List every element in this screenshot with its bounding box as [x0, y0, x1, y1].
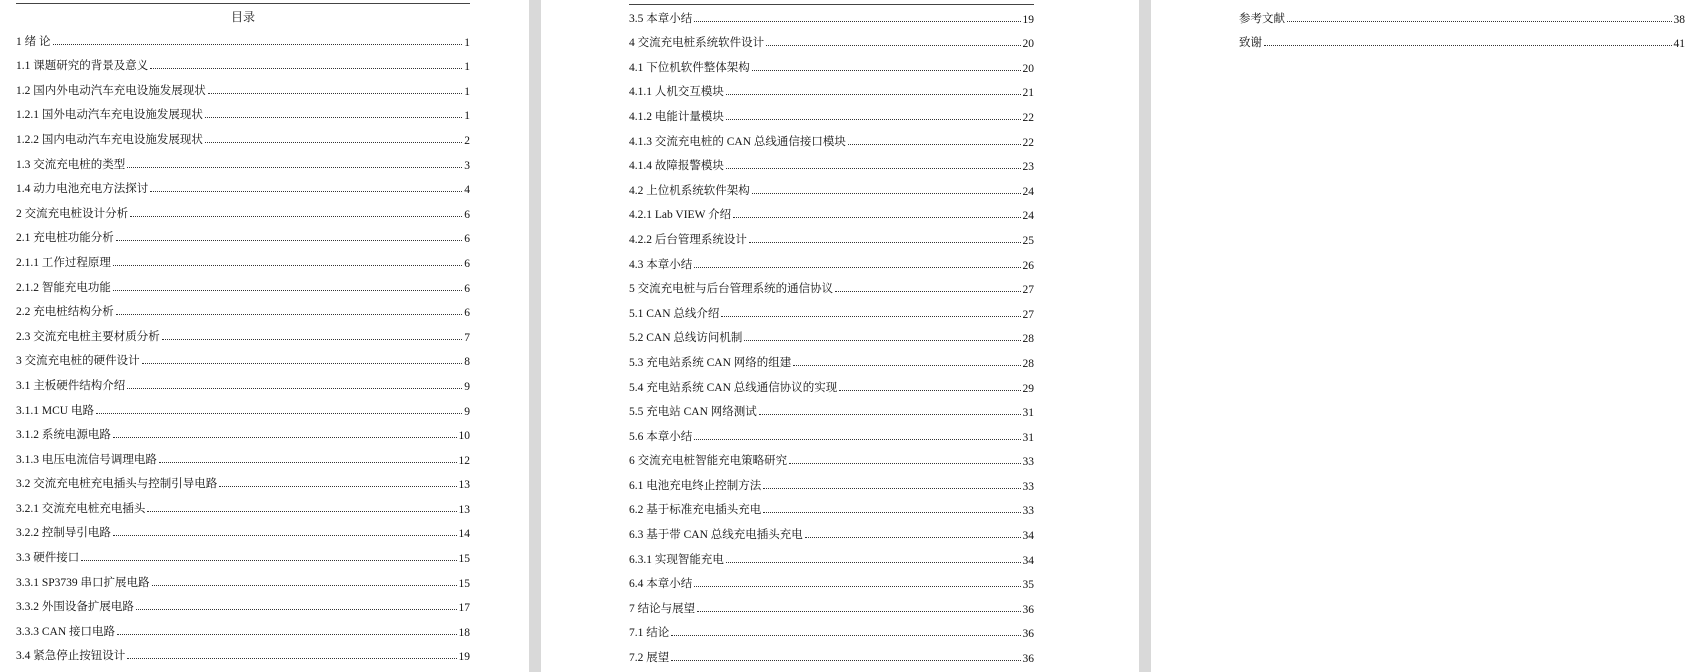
toc-entry[interactable] — [16, 344, 470, 369]
toc-entry-page-number: 12 — [458, 454, 470, 467]
toc-entry-page-number: 33 — [1022, 505, 1034, 518]
dot-leader — [113, 437, 457, 438]
toc-list-page-1 — [16, 24, 470, 663]
toc-entry-page-number: 25 — [1022, 234, 1034, 247]
dot-leader — [694, 21, 1020, 22]
toc-entry-page-number: 14 — [458, 528, 470, 541]
toc-entry[interactable] — [629, 567, 1034, 592]
toc-entry-page-number: 19 — [458, 651, 470, 664]
toc-entry[interactable] — [629, 616, 1034, 641]
dot-leader — [848, 144, 1021, 145]
dot-leader — [839, 390, 1020, 391]
toc-entry-label: 4.2 上位机系统软件架构 — [629, 184, 750, 197]
toc-entry-label: 6.4 本章小结 — [629, 578, 693, 591]
toc-entry-page-number: 6 — [464, 208, 470, 221]
toc-entry[interactable] — [1239, 26, 1685, 51]
toc-entry[interactable] — [16, 319, 470, 344]
toc-entry-label: 5 交流充电桩与后台管理系统的通信协议 — [629, 283, 834, 296]
toc-entry-label: 1.1 课题研究的背景及意义 — [16, 60, 149, 73]
toc-entry-label: 5.4 充电站系统 CAN 总线通信协议的实现 — [629, 381, 838, 394]
dot-leader — [763, 488, 1020, 489]
dot-leader — [789, 463, 1020, 464]
toc-entry[interactable] — [629, 26, 1034, 51]
toc-entry[interactable] — [629, 493, 1034, 518]
toc-entry-page-number: 6 — [464, 233, 470, 246]
dot-leader — [793, 365, 1020, 366]
toc-entry-label: 2.1.1 工作过程原理 — [16, 256, 111, 269]
dot-leader — [759, 414, 1021, 415]
toc-entry-page-number: 29 — [1022, 382, 1034, 395]
toc-entry-page-number: 17 — [458, 602, 470, 615]
dot-leader — [96, 413, 462, 414]
dot-leader — [726, 562, 1021, 563]
toc-entry[interactable] — [16, 639, 470, 664]
toc-entry-page-number: 8 — [464, 356, 470, 369]
toc-entry-page-number: 18 — [458, 626, 470, 639]
toc-entry-label: 6.3 基于带 CAN 总线充电插头充电 — [629, 529, 803, 542]
dot-leader — [763, 512, 1020, 513]
toc-entry-label: 4.1.2 电能计量模块 — [629, 110, 724, 123]
dot-leader — [205, 142, 462, 143]
toc-entry-page-number: 6 — [464, 307, 470, 320]
toc-entry-page-number: 1 — [464, 85, 470, 98]
toc-entry[interactable] — [16, 24, 470, 49]
toc-entry-page-number: 19 — [1022, 13, 1034, 26]
toc-entry-label: 1.2.1 国外电动汽车充电设施发展现状 — [16, 109, 203, 122]
dot-leader — [697, 611, 1020, 612]
toc-entry-label: 1.2 国内外电动汽车充电设施发展现状 — [16, 84, 206, 97]
toc-entry-page-number: 6 — [464, 282, 470, 295]
toc-entry-page-number: 3 — [464, 159, 470, 172]
toc-entry-page-number: 36 — [1022, 653, 1034, 666]
toc-title: 目录 — [16, 3, 470, 25]
toc-entry-label: 2 交流充电桩设计分析 — [16, 207, 129, 220]
toc-entry[interactable] — [16, 73, 470, 98]
dot-leader — [147, 511, 456, 512]
toc-entry-page-number: 1 — [464, 36, 470, 49]
dot-leader — [205, 117, 462, 118]
dot-leader — [130, 216, 462, 217]
dot-leader — [116, 240, 463, 241]
toc-entry[interactable] — [629, 296, 1034, 321]
toc-entry-page-number: 38 — [1673, 13, 1685, 26]
toc-entry-label: 3.3.1 SP3739 串口扩展电路 — [16, 576, 150, 589]
toc-entry-label: 5.6 本章小结 — [629, 430, 693, 443]
dot-leader — [142, 363, 463, 364]
toc-list-page-2 — [629, 1, 1034, 665]
dot-leader — [1264, 45, 1672, 46]
toc-entry-page-number: 31 — [1022, 431, 1034, 444]
toc-entry-label: 3.2 交流充电桩充电插头与控制引导电路 — [16, 478, 218, 491]
dot-leader — [208, 93, 463, 94]
toc-entry[interactable] — [629, 370, 1034, 395]
toc-entry-label: 3.1.2 系统电源电路 — [16, 429, 111, 442]
dot-leader — [733, 217, 1020, 218]
toc-entry-label: 6.1 电池充电终止控制方法 — [629, 479, 762, 492]
toc-entry-label: 7.1 结论 — [629, 627, 670, 640]
dot-leader — [219, 486, 456, 487]
toc-entry-page-number: 7 — [464, 331, 470, 344]
toc-entry[interactable] — [629, 517, 1034, 542]
toc-entry[interactable] — [629, 272, 1034, 297]
toc-entry-label: 2.1 充电桩功能分析 — [16, 232, 114, 245]
toc-entry[interactable] — [629, 542, 1034, 567]
dot-leader — [694, 267, 1020, 268]
toc-entry[interactable] — [629, 50, 1034, 75]
dot-leader — [752, 70, 1021, 71]
toc-entry[interactable] — [16, 368, 470, 393]
dot-leader — [1287, 21, 1672, 22]
toc-entry-page-number: 20 — [1022, 38, 1034, 51]
toc-entry[interactable] — [16, 270, 470, 295]
toc-entry-label: 3 交流充电桩的硬件设计 — [16, 355, 140, 368]
toc-entry[interactable] — [16, 516, 470, 541]
dot-leader — [805, 537, 1021, 538]
toc-entry[interactable] — [16, 590, 470, 615]
dot-leader — [150, 191, 462, 192]
toc-entry-page-number: 35 — [1022, 579, 1034, 592]
toc-entry-page-number: 33 — [1022, 456, 1034, 469]
toc-entry[interactable] — [629, 1, 1034, 26]
toc-entry-page-number: 28 — [1022, 357, 1034, 370]
toc-entry-label: 3.3.2 外围设备扩展电路 — [16, 601, 134, 614]
toc-entry[interactable] — [16, 540, 470, 565]
toc-entry[interactable] — [16, 442, 470, 467]
toc-entry-label: 参考文献 — [1239, 12, 1285, 25]
toc-list-page-3 — [1239, 1, 1685, 50]
dot-leader — [694, 586, 1020, 587]
toc-entry-label: 1.2.2 国内电动汽车充电设施发展现状 — [16, 133, 203, 146]
toc-entry-page-number: 15 — [458, 577, 470, 590]
document-page-1 — [0, 0, 529, 672]
toc-entry-label: 6.3.1 实现智能充电 — [629, 553, 724, 566]
toc-entry-page-number: 15 — [458, 553, 470, 566]
toc-entry-page-number: 27 — [1022, 284, 1034, 297]
toc-entry[interactable] — [629, 591, 1034, 616]
toc-entry-page-number: 31 — [1022, 407, 1034, 420]
toc-entry-page-number: 6 — [464, 257, 470, 270]
toc-entry[interactable] — [629, 419, 1034, 444]
dot-leader — [752, 193, 1021, 194]
toc-entry-label: 3.3 硬件接口 — [16, 552, 80, 565]
toc-entry-page-number: 1 — [464, 61, 470, 74]
toc-entry[interactable] — [1239, 1, 1685, 26]
toc-entry[interactable] — [16, 491, 470, 516]
toc-entry-page-number: 24 — [1022, 185, 1034, 198]
toc-entry[interactable] — [629, 149, 1034, 174]
toc-entry-label: 5.5 充电站 CAN 网络测试 — [629, 406, 757, 419]
toc-entry-label: 1.3 交流充电桩的类型 — [16, 158, 126, 171]
toc-entry-label: 3.5 本章小结 — [629, 12, 693, 25]
toc-entry-label: 3.2.2 控制导引电路 — [16, 527, 111, 540]
toc-entry-label: 4.2.1 Lab VIEW 介绍 — [629, 209, 732, 222]
toc-entry-page-number: 1 — [464, 110, 470, 123]
toc-entry-label: 6.2 基于标准充电插头充电 — [629, 504, 762, 517]
dot-leader — [117, 634, 456, 635]
toc-entry[interactable] — [16, 295, 470, 320]
toc-entry-page-number: 4 — [464, 184, 470, 197]
dot-leader — [113, 290, 462, 291]
toc-entry[interactable] — [16, 221, 470, 246]
toc-entry-label: 2.2 充电桩结构分析 — [16, 306, 114, 319]
dot-leader — [152, 585, 457, 586]
toc-entry-label: 7.2 展望 — [629, 652, 670, 665]
toc-entry[interactable] — [16, 245, 470, 270]
dot-leader — [113, 535, 457, 536]
toc-entry-label: 5.1 CAN 总线介绍 — [629, 307, 720, 320]
toc-entry-page-number: 34 — [1022, 530, 1034, 543]
toc-entry[interactable] — [629, 640, 1034, 665]
toc-entry-label: 4.1 下位机软件整体架构 — [629, 61, 750, 74]
toc-entry-page-number: 13 — [458, 479, 470, 492]
dot-leader — [53, 44, 463, 45]
toc-entry-page-number: 10 — [458, 430, 470, 443]
dot-leader — [113, 265, 462, 266]
toc-entry-page-number: 33 — [1022, 480, 1034, 493]
toc-entry[interactable] — [16, 196, 470, 221]
dot-leader — [162, 339, 463, 340]
toc-entry[interactable] — [16, 49, 470, 74]
toc-entry[interactable] — [629, 222, 1034, 247]
toc-entry-page-number: 22 — [1022, 136, 1034, 149]
toc-entry[interactable] — [629, 75, 1034, 100]
toc-entry[interactable] — [629, 198, 1034, 223]
document-page-2 — [541, 0, 1139, 672]
dot-leader — [127, 658, 456, 659]
dot-leader — [766, 45, 1020, 46]
toc-entry-label: 4.1.4 故障报警模块 — [629, 160, 724, 173]
toc-entry-label: 致谢 — [1239, 37, 1262, 50]
dot-leader — [159, 462, 457, 463]
dot-leader — [744, 340, 1020, 341]
toc-entry[interactable] — [629, 124, 1034, 149]
toc-entry[interactable] — [16, 614, 470, 639]
toc-entry-page-number: 28 — [1022, 333, 1034, 346]
toc-entry-label: 5.2 CAN 总线访问机制 — [629, 332, 743, 345]
toc-entry-label: 3.1.1 MCU 电路 — [16, 404, 94, 417]
toc-entry[interactable] — [16, 147, 470, 172]
toc-entry-label: 3.2.1 交流充电桩充电插头 — [16, 502, 146, 515]
dot-leader — [749, 242, 1021, 243]
dot-leader — [726, 168, 1021, 169]
toc-entry-page-number: 2 — [464, 134, 470, 147]
toc-entry[interactable] — [629, 99, 1034, 124]
toc-entry-label: 1.4 动力电池充电方法探讨 — [16, 183, 149, 196]
dot-leader — [694, 439, 1020, 440]
toc-entry-label: 4.1.3 交流充电桩的 CAN 总线通信接口模块 — [629, 135, 846, 148]
toc-entry-label: 3.3.3 CAN 接口电路 — [16, 625, 116, 638]
toc-entry[interactable] — [16, 418, 470, 443]
dot-leader — [835, 291, 1020, 292]
dot-leader — [726, 94, 1021, 95]
toc-entry-page-number: 24 — [1022, 210, 1034, 223]
dot-leader — [127, 388, 462, 389]
dot-leader — [150, 68, 462, 69]
dot-leader — [127, 167, 462, 168]
toc-entry-label: 1 绪 论 — [16, 35, 51, 48]
toc-entry-page-number: 13 — [458, 503, 470, 516]
toc-entry[interactable] — [16, 467, 470, 492]
dot-leader — [136, 609, 457, 610]
dot-leader — [116, 314, 463, 315]
toc-entry-page-number: 22 — [1022, 111, 1034, 124]
toc-entry-label: 4.1.1 人机交互模块 — [629, 86, 724, 99]
toc-entry-label: 7 结论与展望 — [629, 602, 696, 615]
toc-entry-label: 3.1.3 电压电流信号调理电路 — [16, 453, 157, 466]
toc-entry[interactable] — [629, 395, 1034, 420]
toc-entry-label: 5.3 充电站系统 CAN 网络的组建 — [629, 356, 792, 369]
toc-entry[interactable] — [629, 468, 1034, 493]
toc-entry-label: 3.4 紧急停止按钮设计 — [16, 650, 126, 663]
toc-entry-page-number: 9 — [464, 405, 470, 418]
toc-entry[interactable] — [629, 444, 1034, 469]
toc-entry-label: 4 交流充电桩系统软件设计 — [629, 37, 765, 50]
toc-entry-label: 6 交流充电桩智能充电策略研究 — [629, 455, 788, 468]
toc-entry[interactable] — [16, 172, 470, 197]
toc-entry-page-number: 20 — [1022, 62, 1034, 75]
toc-entry-label: 4.3 本章小结 — [629, 258, 693, 271]
toc-entry-page-number: 27 — [1022, 308, 1034, 321]
toc-entry-page-number: 26 — [1022, 259, 1034, 272]
toc-entry[interactable] — [16, 122, 470, 147]
toc-entry[interactable] — [16, 393, 470, 418]
dot-leader — [671, 660, 1020, 661]
dot-leader — [671, 635, 1020, 636]
dot-leader — [726, 119, 1021, 120]
toc-entry[interactable] — [629, 321, 1034, 346]
toc-entry-page-number: 21 — [1022, 87, 1034, 100]
toc-entry[interactable] — [16, 98, 470, 123]
toc-entry-page-number: 9 — [464, 380, 470, 393]
toc-entry-page-number: 34 — [1022, 554, 1034, 567]
toc-entry[interactable] — [629, 345, 1034, 370]
toc-entry-page-number: 23 — [1022, 161, 1034, 174]
toc-entry-page-number: 36 — [1022, 628, 1034, 641]
toc-entry-label: 2.3 交流充电桩主要材质分析 — [16, 330, 160, 343]
dot-leader — [81, 560, 456, 561]
toc-entry[interactable] — [16, 565, 470, 590]
document-page-3 — [1151, 0, 1705, 672]
toc-entry[interactable] — [629, 173, 1034, 198]
toc-entry-page-number: 36 — [1022, 603, 1034, 616]
dot-leader — [721, 316, 1020, 317]
toc-entry[interactable] — [629, 247, 1034, 272]
toc-entry-label: 4.2.2 后台管理系统设计 — [629, 233, 747, 246]
toc-entry-label: 3.1 主板硬件结构介绍 — [16, 379, 126, 392]
toc-entry-label: 2.1.2 智能充电功能 — [16, 281, 111, 294]
toc-entry-page-number: 41 — [1673, 38, 1685, 51]
